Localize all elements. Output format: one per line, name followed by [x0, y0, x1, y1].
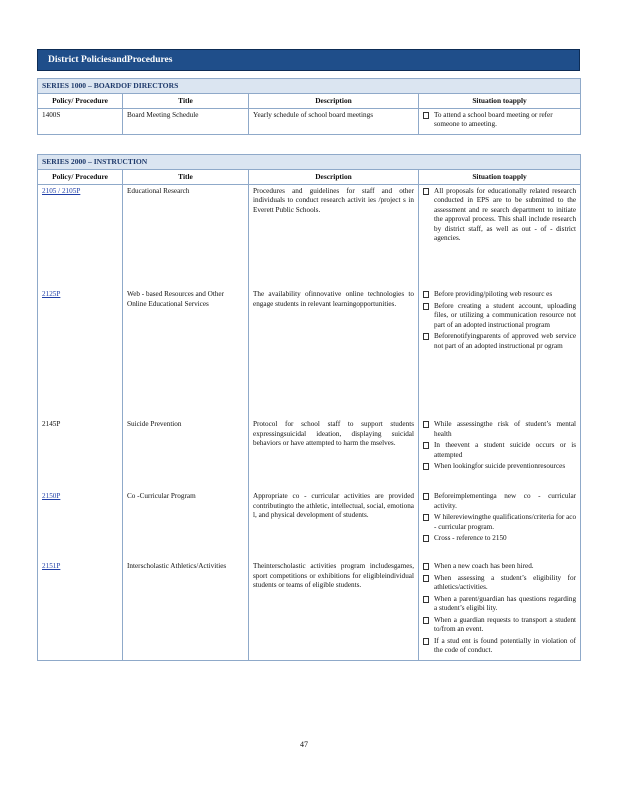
bullet-box-icon: [423, 333, 429, 340]
situation-item: W hilereviewingthe qualifications/criteria for aco - curricular program.: [423, 513, 576, 532]
situation-item: When a guardian requests to transport a student to/from an event.: [423, 616, 576, 635]
document-banner: [37, 49, 580, 71]
bullet-box-icon: [423, 303, 429, 310]
situation-item: Cross - reference to 2150: [423, 534, 576, 544]
situation-item: When assessing a student’s eligibility for athletics/activities.: [423, 574, 576, 593]
policy-code: 1400S: [38, 108, 123, 134]
bullet-box-icon: [423, 575, 429, 582]
situation-item: Beforeimplementinga new co - curricular activity.: [423, 492, 576, 511]
bullet-box-icon: [423, 421, 429, 428]
policy-title: Suicide Prevention: [123, 418, 249, 490]
policy-link[interactable]: 2150P: [42, 492, 61, 501]
page-number: 47: [300, 740, 308, 749]
bullet-box-icon: [423, 493, 429, 500]
situation-item: If a stud ent is found potentially in violation of the code of conduct.: [423, 637, 576, 656]
bullet-box-icon: [423, 514, 429, 521]
policy-code: 2145P: [38, 418, 123, 490]
situation-list: [419, 418, 581, 490]
situation-item: Before creating a student account, uploading files, or utilizing a communication resource not part of an adopted instructional program: [423, 302, 576, 331]
bullet-box-icon: [423, 291, 429, 298]
situation-item: Before providing/piloting web resourc es: [423, 290, 576, 300]
column-header-description: Description: [249, 170, 419, 185]
bullet-box-icon: [423, 596, 429, 603]
policy-link[interactable]: 2151P: [42, 562, 61, 571]
series-1000-table: [37, 78, 581, 135]
policy-title: Interscholastic Athletics/Activities: [123, 560, 249, 660]
policy-title: Educational Research: [123, 184, 249, 288]
bullet-box-icon: [423, 463, 429, 470]
policy-link[interactable]: 2105 / 2105P: [42, 186, 81, 195]
situation-item: In theevent a student suicide occurs or is attempted: [423, 441, 576, 460]
policy-title: Web - based Resources and Other Online Educational Services: [123, 288, 249, 418]
policy-description: Protocol for school staff to support students expressingsuicidal ideation, displaying suicidal behaviors or have attempted to harm the mselves.: [249, 418, 419, 490]
bullet-box-icon: [423, 112, 429, 119]
table-row: [38, 560, 581, 660]
table-row: [38, 418, 581, 490]
bullet-box-icon: [423, 535, 429, 542]
column-header-description: Description: [249, 94, 419, 109]
situation-item: When lookingfor suicide preventionresources: [423, 462, 576, 472]
bullet-box-icon: [423, 442, 429, 449]
policy-description: Theinterscholastic activities program includesgames, sport competitions or exhibitions for eligibleindividual students or teams of eligible students.: [249, 560, 419, 660]
situation-list: [419, 288, 581, 418]
policy-description: Yearly schedule of school board meetings: [249, 108, 419, 134]
policy-link[interactable]: 2125P: [42, 290, 61, 299]
policy-description: Appropriate co - curricular activities are provided contributingto the athletic, intellectual, social, emotiona l, and physical development of students.: [249, 490, 419, 560]
bullet-box-icon: [423, 188, 429, 195]
column-header-situation: Situation toapply: [419, 170, 581, 185]
column-header-situation: Situation toapply: [419, 94, 581, 109]
table-row: [38, 288, 581, 418]
policy-title: Co -Curricular Program: [123, 490, 249, 560]
table-row: [38, 108, 581, 134]
situation-list: [419, 108, 581, 134]
bullet-box-icon: [423, 638, 429, 645]
bullet-box-icon: [423, 617, 429, 624]
column-header-policy: Policy/ Procedure: [38, 94, 123, 109]
series-2000-table: [37, 154, 581, 661]
column-header-title: Title: [123, 170, 249, 185]
policy-code: [38, 490, 123, 560]
bullet-box-icon: [423, 563, 429, 570]
table-row: [38, 490, 581, 560]
situation-item: While assessingthe risk of student’s mental health: [423, 420, 576, 439]
policy-code: [38, 560, 123, 660]
situation-item: When a new coach has been hired.: [423, 562, 576, 572]
series-title: SERIES 1000 – BOARDOF DIRECTORS: [38, 79, 581, 94]
situation-list: [419, 490, 581, 560]
situation-item: When a parent/guardian has questions regarding a student’s eligibi lity.: [423, 595, 576, 614]
situation-list: [419, 560, 581, 660]
situation-item: To attend a school board meeting or refer someone to ameeting.: [423, 111, 576, 130]
situation-list: [419, 184, 581, 288]
policy-code: [38, 184, 123, 288]
situation-item: Beforenotifyingparents of approved web service not part of an adopted instructional pr ogram: [423, 332, 576, 351]
banner-title: District PoliciesandProcedures: [48, 55, 173, 65]
column-header-title: Title: [123, 94, 249, 109]
table-row: [38, 184, 581, 288]
column-header-policy: Policy/ Procedure: [38, 170, 123, 185]
policy-title: Board Meeting Schedule: [123, 108, 249, 134]
policy-description: Procedures and guidelines for staff and other individuals to conduct research activit ies /project s in Everett Public Schools.: [249, 184, 419, 288]
situation-item: All proposals for educationally related research conducted in EPS are to be submitted to the assessment and re search department to initiate the approval process. This shall include research by district staff, as well as out - of - district agencies.: [423, 187, 576, 244]
policy-description: The availability ofinnovative online technologies to engage students in relevant learningopportunities.: [249, 288, 419, 418]
series-title: SERIES 2000 – INSTRUCTION: [38, 155, 581, 170]
policy-code: [38, 288, 123, 418]
